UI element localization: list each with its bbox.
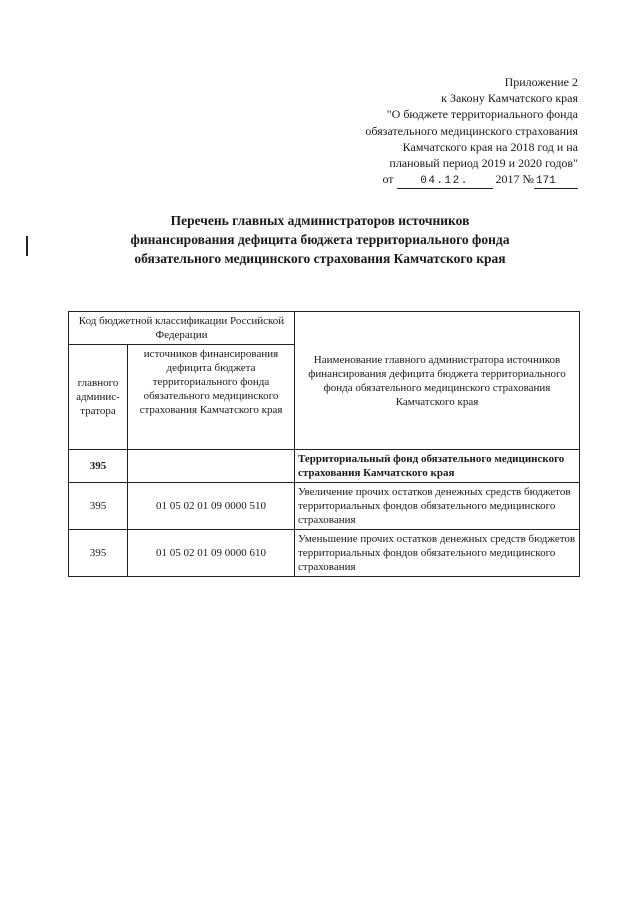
law-number-value: 171	[534, 175, 578, 189]
row-name: Территориальный фонд обязательного медицинского страхования Камчатского края	[295, 450, 580, 483]
row-admin-code: 395	[69, 450, 128, 483]
appendix-header	[365, 74, 578, 189]
header-financing-sources: источников финансирования дефицита бюджета территориального фонда обязательного медицинского страхования Камчатского края	[128, 345, 295, 450]
row-name: Увеличение прочих остатков денежных средств бюджетов территориальных фондов обязательного медицинского страхования	[295, 483, 580, 530]
header-line: к Закону Камчатского края	[441, 91, 578, 106]
date-prefix: от	[382, 172, 394, 187]
row-admin-code: 395	[69, 530, 128, 577]
law-year: 2017	[495, 172, 520, 187]
title-line: Перечень главных администраторов источников	[170, 213, 470, 228]
header-budget-classification: Код бюджетной классификации Российской Федерации	[69, 312, 295, 345]
table-row	[69, 530, 580, 577]
header-line: Камчатского края на 2018 год и на	[402, 139, 578, 154]
row-source-code	[128, 450, 295, 483]
row-source-code: 01 05 02 01 09 0000 610	[128, 530, 295, 577]
header-administrator-name: Наименование главного администратора источников финансирования дефицита бюджета территориального фонда обязательного медицинского страхования Камчатского края	[295, 312, 580, 450]
table-header-row	[69, 312, 580, 345]
table-row	[69, 483, 580, 530]
title-line: финансирования дефицита бюджета территориального фонда	[130, 232, 510, 247]
header-line: Приложение 2	[504, 75, 578, 89]
document-title	[0, 211, 640, 268]
header-line: обязательного медицинского страхования	[365, 123, 578, 138]
law-date-line	[365, 171, 578, 189]
row-source-code: 01 05 02 01 09 0000 510	[128, 483, 295, 530]
header-line: плановый период 2019 и 2020 годов"	[389, 156, 578, 171]
header-chief-administrator: главного админис-тратора	[69, 345, 128, 450]
table-row	[69, 450, 580, 483]
administrators-table	[68, 311, 580, 577]
number-sign: №	[522, 172, 534, 187]
law-date-value: 04.12.	[397, 175, 493, 189]
row-admin-code: 395	[69, 483, 128, 530]
title-line: обязательного медицинского страхования Камчатского края	[134, 251, 506, 266]
header-line: "О бюджете территориального фонда	[386, 107, 578, 122]
row-name: Уменьшение прочих остатков денежных средств бюджетов территориальных фондов обязательного медицинского страхования	[295, 530, 580, 577]
